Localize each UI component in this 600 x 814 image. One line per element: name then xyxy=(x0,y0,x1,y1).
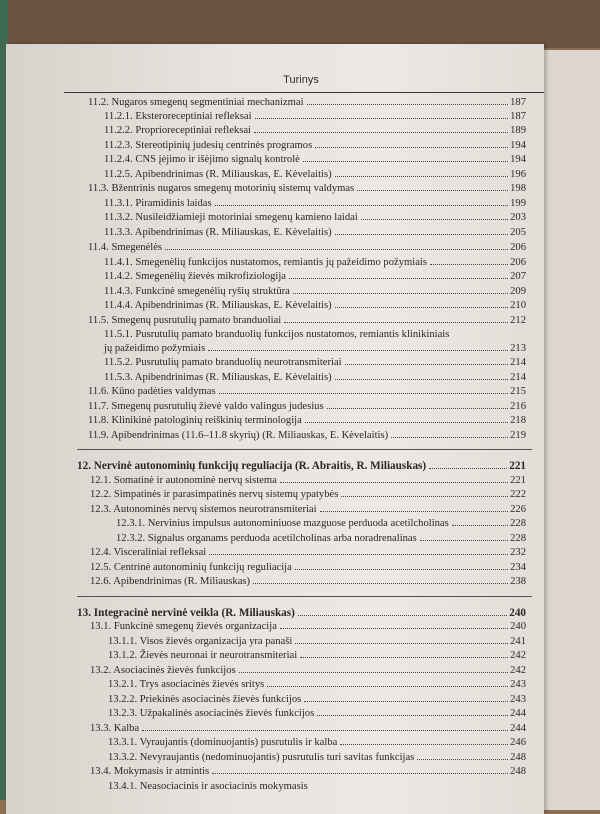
entry-title: jų pažeidimo požymiais xyxy=(104,343,206,354)
page-number: 228 xyxy=(510,518,526,529)
page-number: 196 xyxy=(510,169,526,180)
dot-leader xyxy=(289,278,508,279)
entry-title: 12.3.1. Nervinius impulsus autonominiuose mazguose perduoda acetilcholinas xyxy=(116,518,449,529)
page-number: 210 xyxy=(510,300,526,311)
toc-entry xyxy=(104,212,526,223)
entry-title: 11.8. Klinikinė patologinių reiškinių terminologija xyxy=(88,415,302,426)
dot-leader xyxy=(305,422,508,423)
toc-entry xyxy=(88,242,526,253)
toc-entry xyxy=(90,766,526,777)
dot-leader xyxy=(209,554,508,555)
entry-title: 13.1.1. Visos žievės organizacija yra panaši xyxy=(108,636,293,647)
page-number: 226 xyxy=(510,504,526,515)
page-number: 209 xyxy=(510,286,526,297)
dot-leader xyxy=(295,643,508,644)
page-number: 203 xyxy=(510,212,526,223)
entry-title: 13.2.3. Užpakalinės asociacinės žievės funkcijos xyxy=(108,708,315,719)
header-rule xyxy=(64,92,544,93)
dot-leader xyxy=(335,379,508,380)
dot-leader xyxy=(142,730,508,731)
toc-entry xyxy=(104,329,526,340)
entry-title: 12.1. Somatinė ir autonominė nervų sistema xyxy=(90,475,277,486)
toc-entry xyxy=(104,111,526,122)
page-number: 206 xyxy=(510,242,526,253)
page-number: 218 xyxy=(510,415,526,426)
dot-leader xyxy=(239,672,508,673)
page-number: 243 xyxy=(510,694,526,705)
dot-leader xyxy=(212,773,508,774)
entry-title: 12.6. Apibendrinimas (R. Miliauskas) xyxy=(90,576,251,587)
dot-leader xyxy=(335,307,508,308)
page-number: 187 xyxy=(510,97,526,108)
toc-entry xyxy=(88,315,526,326)
toc-entry xyxy=(116,533,526,544)
toc-entry xyxy=(90,562,526,573)
dot-leader xyxy=(320,511,509,512)
dot-leader xyxy=(391,437,508,438)
page-number: 240 xyxy=(509,607,526,619)
entry-title: 13.1. Funkcinė smegenų žievės organizacija xyxy=(90,621,277,632)
toc-entry xyxy=(90,621,526,632)
dot-leader xyxy=(300,657,508,658)
page-number: 219 xyxy=(510,430,526,441)
entry-title: 11.5.1. Pusrutulių pamato branduolių funkcijos nustatomos, remiantis klinikiniais xyxy=(104,329,450,340)
page-number: 206 xyxy=(510,257,526,268)
dot-leader xyxy=(280,628,508,629)
dot-leader xyxy=(335,176,508,177)
page-number: 221 xyxy=(510,475,526,486)
page-number: 234 xyxy=(510,562,526,573)
dot-leader xyxy=(345,364,508,365)
dot-leader xyxy=(430,264,508,265)
dot-leader xyxy=(293,293,508,294)
entry-title: 12. Nervinė autonominių funkcijų reguliacija (R. Abraitis, R. Miliauskas) xyxy=(77,460,427,472)
toc-entry xyxy=(90,547,526,558)
dot-leader xyxy=(315,147,508,148)
dot-leader xyxy=(254,132,508,133)
chapter-entry xyxy=(77,607,526,619)
entry-title: 11.5.3. Apibendrinimas (R. Miliauskas, E. Kėvelaitis) xyxy=(104,372,332,383)
entry-title: 11.2.1. Eksteroreceptiniai refleksai xyxy=(104,111,252,122)
toc-entry xyxy=(88,97,526,108)
background-top xyxy=(0,0,600,48)
entry-title: 11.4.1. Smegenėlių funkcijos nustatomos, remiantis jų pažeidimo požymiais xyxy=(104,257,427,268)
page-number: 189 xyxy=(510,125,526,136)
dot-leader xyxy=(298,615,507,616)
entry-title: 13.2. Asociacinės žievės funkcijos xyxy=(90,665,236,676)
entry-title: 11.2. Nugaros smegenų segmentiniai mechanizmai xyxy=(88,97,304,108)
toc-entry xyxy=(104,154,526,165)
entry-title: 11.5.2. Pusrutulių pamato branduolių neurotransmiteriai xyxy=(104,357,342,368)
toc-entry xyxy=(104,140,526,151)
toc-entry xyxy=(116,518,526,529)
entry-title: 13.3. Kalba xyxy=(90,723,140,734)
entry-title: 11.6. Kūno padėties valdymas xyxy=(88,386,216,397)
entry-title: 11.2.2. Proprioreceptiniai refleksai xyxy=(104,125,251,136)
page-number: 214 xyxy=(510,357,526,368)
toc-entry xyxy=(104,198,526,209)
entry-title: 11.3.2. Nusileidžiamieji motoriniai smegenų kamieno laidai xyxy=(104,212,358,223)
page-number: 240 xyxy=(510,621,526,632)
entry-title: 11.2.5. Apibendrinimas (R. Miliauskas, E. Kėvelaitis) xyxy=(104,169,332,180)
dot-leader xyxy=(452,525,508,526)
page-number: 222 xyxy=(510,489,526,500)
entry-title: 11.2.3. Stereotipinių judesių centrinės programos xyxy=(104,140,313,151)
entry-title: 11.4. Smegenėlės xyxy=(88,242,163,253)
entry-title: 12.3. Autonominės nervų sistemos neurotransmiteriai xyxy=(90,504,317,515)
toc-entry xyxy=(108,679,526,690)
entry-title: 12.3.2. Signalus organams perduoda acetilcholinas arba noradrenalinas xyxy=(116,533,417,544)
toc-entry xyxy=(90,723,526,734)
dot-leader xyxy=(284,322,508,323)
page-number: 194 xyxy=(510,140,526,151)
entry-title: 11.4.4. Apibendrinimas (R. Miliauskas, E. Kėvelaitis) xyxy=(104,300,332,311)
entry-title: 11.3.1. Piramidinis laidas xyxy=(104,198,212,209)
entry-title: 11.4.2. Smegenėlių žievės mikrofiziologija xyxy=(104,271,287,282)
page-number: 228 xyxy=(510,533,526,544)
page-number: 232 xyxy=(510,547,526,558)
toc-entry xyxy=(90,504,526,515)
toc-entry xyxy=(90,475,526,486)
toc-entry xyxy=(108,737,526,748)
dot-leader xyxy=(327,408,509,409)
entry-title: 13.4.1. Neasociacinis ir asociacinis mokymasis xyxy=(108,781,308,792)
toc-entry xyxy=(90,489,526,500)
chapter-entry xyxy=(77,460,526,472)
page-number: 207 xyxy=(510,271,526,282)
page-number: 243 xyxy=(510,679,526,690)
toc-entry xyxy=(88,386,526,397)
entry-title: 13.3.2. Nevyraujantis (nedominuojantis) pusrutulis turi savitas funkcijas xyxy=(108,752,415,763)
dot-leader xyxy=(215,205,509,206)
dot-leader xyxy=(208,350,508,351)
toc-entry xyxy=(104,286,526,297)
entry-title: 11.3.3. Apibendrinimas (R. Miliauskas, E. Kėvelaitis) xyxy=(104,227,332,238)
toc-entry xyxy=(108,636,526,647)
dot-leader xyxy=(307,104,509,105)
page-number: 246 xyxy=(510,737,526,748)
toc-entry xyxy=(104,271,526,282)
toc-entry xyxy=(104,300,526,311)
entry-title: 13.3.1. Vyraujantis (dominuojantis) pusrutulis ir kalba xyxy=(108,737,338,748)
page-number: 221 xyxy=(509,460,526,472)
page-number: 244 xyxy=(510,708,526,719)
page-number: 214 xyxy=(510,372,526,383)
dot-leader xyxy=(429,468,507,469)
page-number: 242 xyxy=(510,665,526,676)
toc-entry xyxy=(108,781,526,792)
dot-leader xyxy=(295,569,508,570)
page-number: 213 xyxy=(510,343,526,354)
page-number: 198 xyxy=(510,183,526,194)
entry-title: 11.4.3. Funkcinė smegenėlių ryšių struktūra xyxy=(104,286,290,297)
dot-leader xyxy=(317,715,508,716)
dot-leader xyxy=(335,234,508,235)
page-number: 212 xyxy=(510,315,526,326)
toc-entry xyxy=(88,183,526,194)
toc-entry xyxy=(104,357,526,368)
entry-title: 13.4. Mokymasis ir atmintis xyxy=(90,766,210,777)
entry-title: 13. Integracinė nervinė veikla (R. Miliauskas) xyxy=(77,607,295,619)
toc-entry xyxy=(104,257,526,268)
toc-entry xyxy=(108,694,526,705)
dot-leader xyxy=(253,583,508,584)
toc-entry xyxy=(108,650,526,661)
entry-title: 11.9. Apibendrinimas (11.6–11.8 skyrių) (R. Miliauskas, E. Kėvelaitis) xyxy=(88,430,389,441)
dot-leader xyxy=(304,701,508,702)
dot-leader xyxy=(420,540,508,541)
page-number: 187 xyxy=(510,111,526,122)
page-number: 205 xyxy=(510,227,526,238)
entry-title: 12.2. Simpatinės ir parasimpatinės nervų sistemų ypatybės xyxy=(90,489,339,500)
entry-title: 11.7. Smegenų pusrutulių žievė valdo valingus judesius xyxy=(88,401,324,412)
page-number: 248 xyxy=(510,766,526,777)
page-number: 242 xyxy=(510,650,526,661)
toc-entry xyxy=(104,169,526,180)
dot-leader xyxy=(255,118,509,119)
dot-leader xyxy=(361,219,508,220)
toc-entry xyxy=(104,125,526,136)
page-number: 244 xyxy=(510,723,526,734)
dot-leader xyxy=(417,759,508,760)
page-number: 238 xyxy=(510,576,526,587)
dot-leader xyxy=(267,686,508,687)
entry-title: 12.4. Visceraliniai refleksai xyxy=(90,547,207,558)
adjacent-page xyxy=(540,50,600,810)
entry-title: 11.2.4. CNS įėjimo ir išėjimo signalų kontrolė xyxy=(104,154,300,165)
toc-entry xyxy=(104,343,526,354)
page-number: 216 xyxy=(510,401,526,412)
toc-entry xyxy=(108,752,526,763)
dot-leader xyxy=(280,482,508,483)
toc-entry xyxy=(90,576,526,587)
entry-title: 13.1.2. Žievės neuronai ir neurotransmiteriai xyxy=(108,650,298,661)
chapter-separator xyxy=(77,596,532,597)
chapter-separator xyxy=(77,449,532,450)
page-number: 248 xyxy=(510,752,526,763)
page-number: 194 xyxy=(510,154,526,165)
dot-leader xyxy=(219,393,509,394)
entry-title: 11.5. Smegenų pusrutulių pamato branduoliai xyxy=(88,315,282,326)
entry-title: 11.3. Bžentrinis nugaros smegenų motorinių sistemų valdymas xyxy=(88,183,355,194)
page-number: 215 xyxy=(510,386,526,397)
toc-entry xyxy=(88,430,526,441)
dot-leader xyxy=(340,744,508,745)
toc-entry xyxy=(108,708,526,719)
dot-leader xyxy=(303,161,508,162)
entry-title: 13.2.1. Trys asociacinės žievės sritys xyxy=(108,679,265,690)
entry-title: 13.2.2. Priekinės asociacinės žievės funkcijos xyxy=(108,694,302,705)
running-header: Turinys xyxy=(283,74,319,86)
entry-title: 12.5. Centrinė autonominių funkcijų reguliacija xyxy=(90,562,292,573)
toc-entry xyxy=(90,665,526,676)
dot-leader xyxy=(341,496,508,497)
page-number: 241 xyxy=(510,636,526,647)
toc-entry xyxy=(104,372,526,383)
toc-entry xyxy=(88,401,526,412)
toc-entry xyxy=(104,227,526,238)
page-number: 199 xyxy=(510,198,526,209)
toc-entry xyxy=(88,415,526,426)
dot-leader xyxy=(357,190,508,191)
dot-leader xyxy=(165,249,508,250)
